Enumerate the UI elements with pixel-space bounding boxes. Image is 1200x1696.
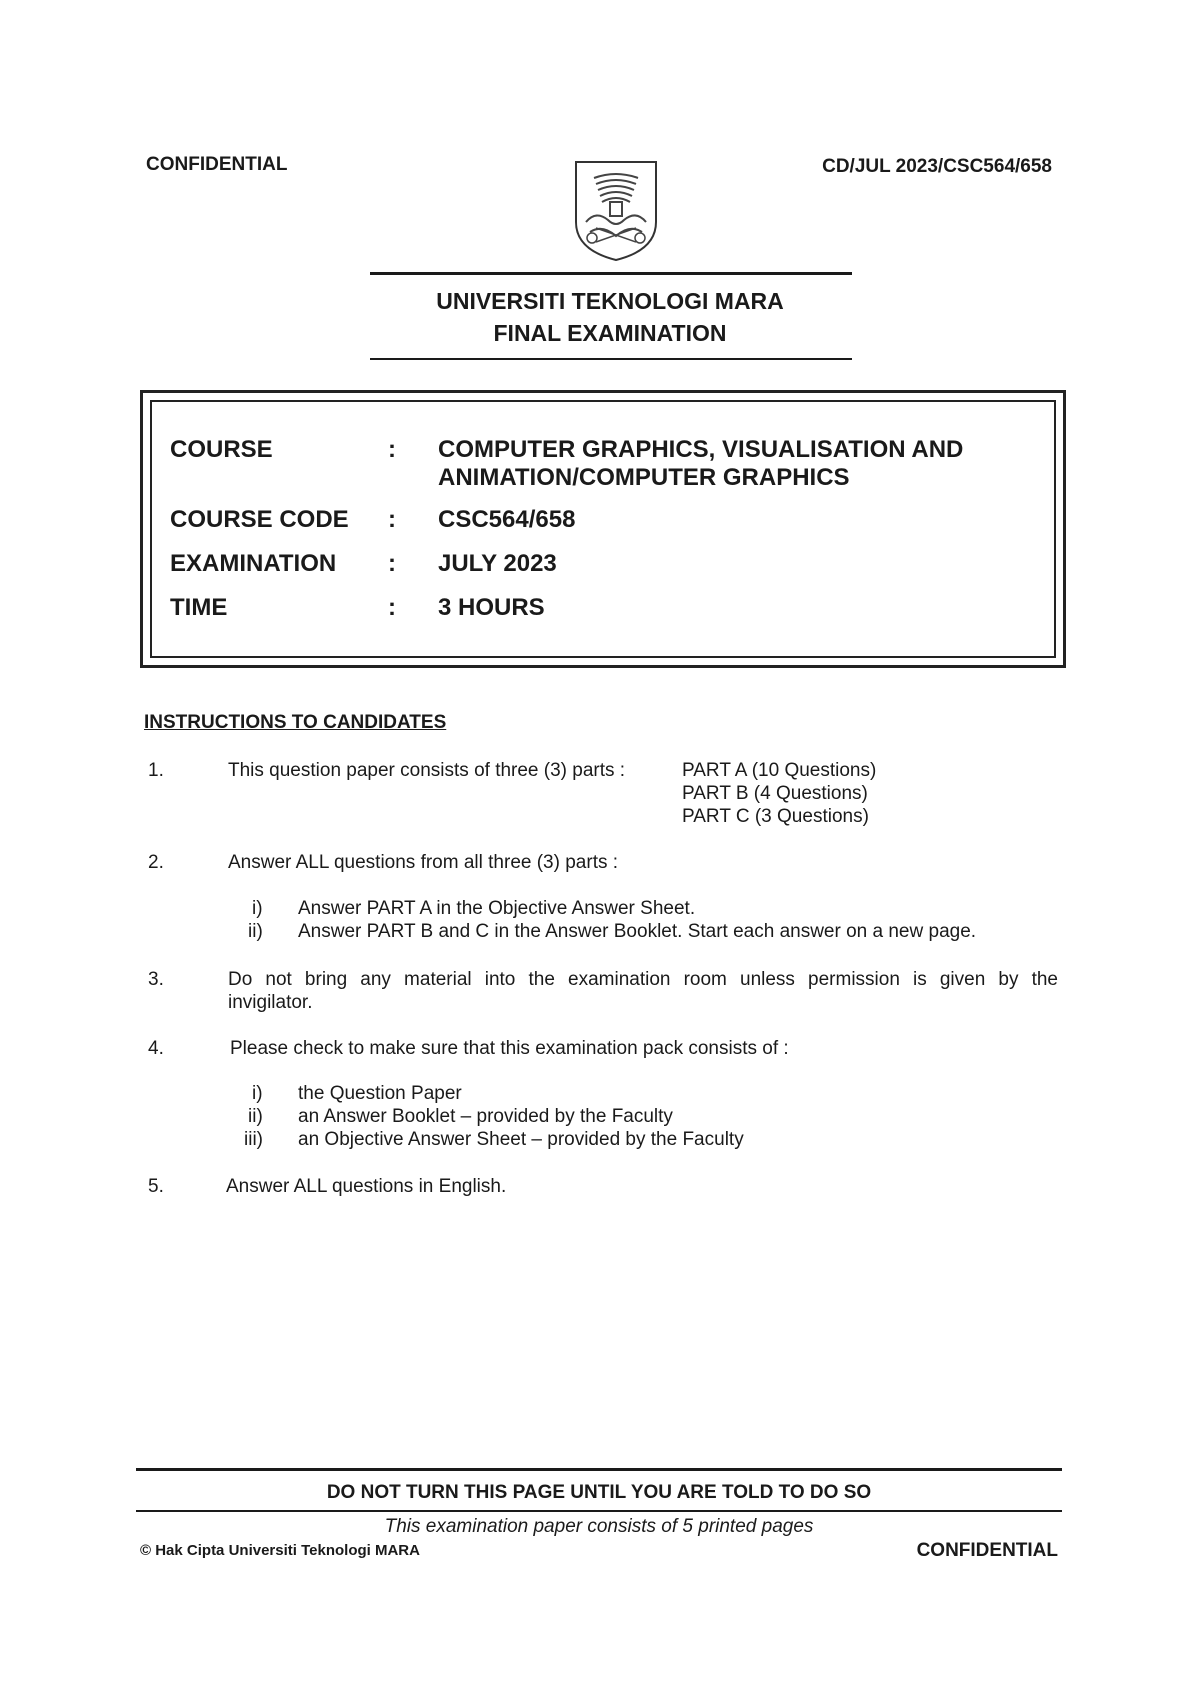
- footer-pages-note: This examination paper consists of 5 printed pages: [384, 1516, 814, 1537]
- header-reference-code: CD/JUL 2023/CSC564/658: [822, 156, 1052, 177]
- part-a-line: PART A (10 Questions): [682, 760, 877, 781]
- university-name: UNIVERSITI TEKNOLOGI MARA: [436, 288, 784, 314]
- instruction-4-sub-3-roman: iii): [244, 1129, 263, 1150]
- course-colon: :: [388, 436, 396, 463]
- instruction-2-sub-2-roman: ii): [248, 921, 263, 942]
- header-confidential: CONFIDENTIAL: [146, 154, 288, 175]
- instruction-2-number: 2.: [148, 852, 164, 873]
- examination-label: EXAMINATION: [170, 550, 337, 577]
- exam-title: FINAL EXAMINATION: [493, 320, 727, 346]
- footer-warning: DO NOT TURN THIS PAGE UNTIL YOU ARE TOLD TO DO SO: [326, 1482, 872, 1503]
- course-code-value: CSC564/658: [438, 506, 576, 533]
- instruction-5-number: 5.: [148, 1176, 164, 1197]
- examination-colon: :: [388, 550, 396, 577]
- instruction-1-number: 1.: [148, 760, 164, 781]
- footer-top-rule: [136, 1468, 1062, 1471]
- time-label: TIME: [170, 594, 228, 621]
- part-c-line: PART C (3 Questions): [682, 806, 869, 827]
- course-value-line2: ANIMATION/COMPUTER GRAPHICS: [438, 464, 850, 491]
- examination-value: JULY 2023: [438, 550, 557, 577]
- instruction-1-text: This question paper consists of three (3) parts :: [228, 760, 626, 781]
- instruction-4-sub-1-roman: i): [252, 1083, 263, 1104]
- instruction-3-number: 3.: [148, 969, 164, 990]
- instruction-4-number: 4.: [148, 1038, 164, 1059]
- footer-bottom-rule: [136, 1510, 1062, 1512]
- instruction-2-sub-2-text: Answer PART B and C in the Answer Booklet. Start each answer on a new page.: [298, 921, 977, 942]
- time-value: 3 HOURS: [438, 594, 545, 621]
- title-top-rule: [370, 272, 852, 275]
- title-bottom-rule: [370, 358, 852, 360]
- footer-confidential: CONFIDENTIAL: [916, 1540, 1058, 1561]
- course-code-label: COURSE CODE: [170, 506, 349, 533]
- footer-copyright: © Hak Cipta Universiti Teknologi MARA: [140, 1542, 420, 1559]
- instruction-5-text: Answer ALL questions in English.: [226, 1176, 507, 1197]
- time-colon: :: [388, 594, 396, 621]
- instruction-3-text-line2: invigilator.: [228, 992, 313, 1013]
- course-code-colon: :: [388, 506, 396, 533]
- instruction-3-text-line1: Do not bring any material into the examination room unless permission is given by the: [228, 969, 1058, 990]
- instruction-4-sub-1-text: the Question Paper: [298, 1083, 462, 1104]
- course-value-line1: COMPUTER GRAPHICS, VISUALISATION AND: [438, 436, 964, 463]
- instruction-4-text: Please check to make sure that this examination pack consists of :: [230, 1038, 789, 1059]
- instruction-2-sub-1-text: Answer PART A in the Objective Answer Sheet.: [298, 898, 696, 919]
- instruction-4-sub-3-text: an Objective Answer Sheet – provided by the Faculty: [298, 1129, 744, 1150]
- instruction-4-sub-2-text: an Answer Booklet – provided by the Faculty: [298, 1106, 673, 1127]
- course-label: COURSE: [170, 436, 273, 463]
- instructions-heading: INSTRUCTIONS TO CANDIDATES: [144, 712, 447, 733]
- instruction-2-sub-1-roman: i): [252, 898, 263, 919]
- university-crest-icon: [572, 158, 660, 264]
- instruction-2-text: Answer ALL questions from all three (3) parts :: [228, 852, 619, 873]
- part-b-line: PART B (4 Questions): [682, 783, 868, 804]
- instruction-4-sub-2-roman: ii): [248, 1106, 263, 1127]
